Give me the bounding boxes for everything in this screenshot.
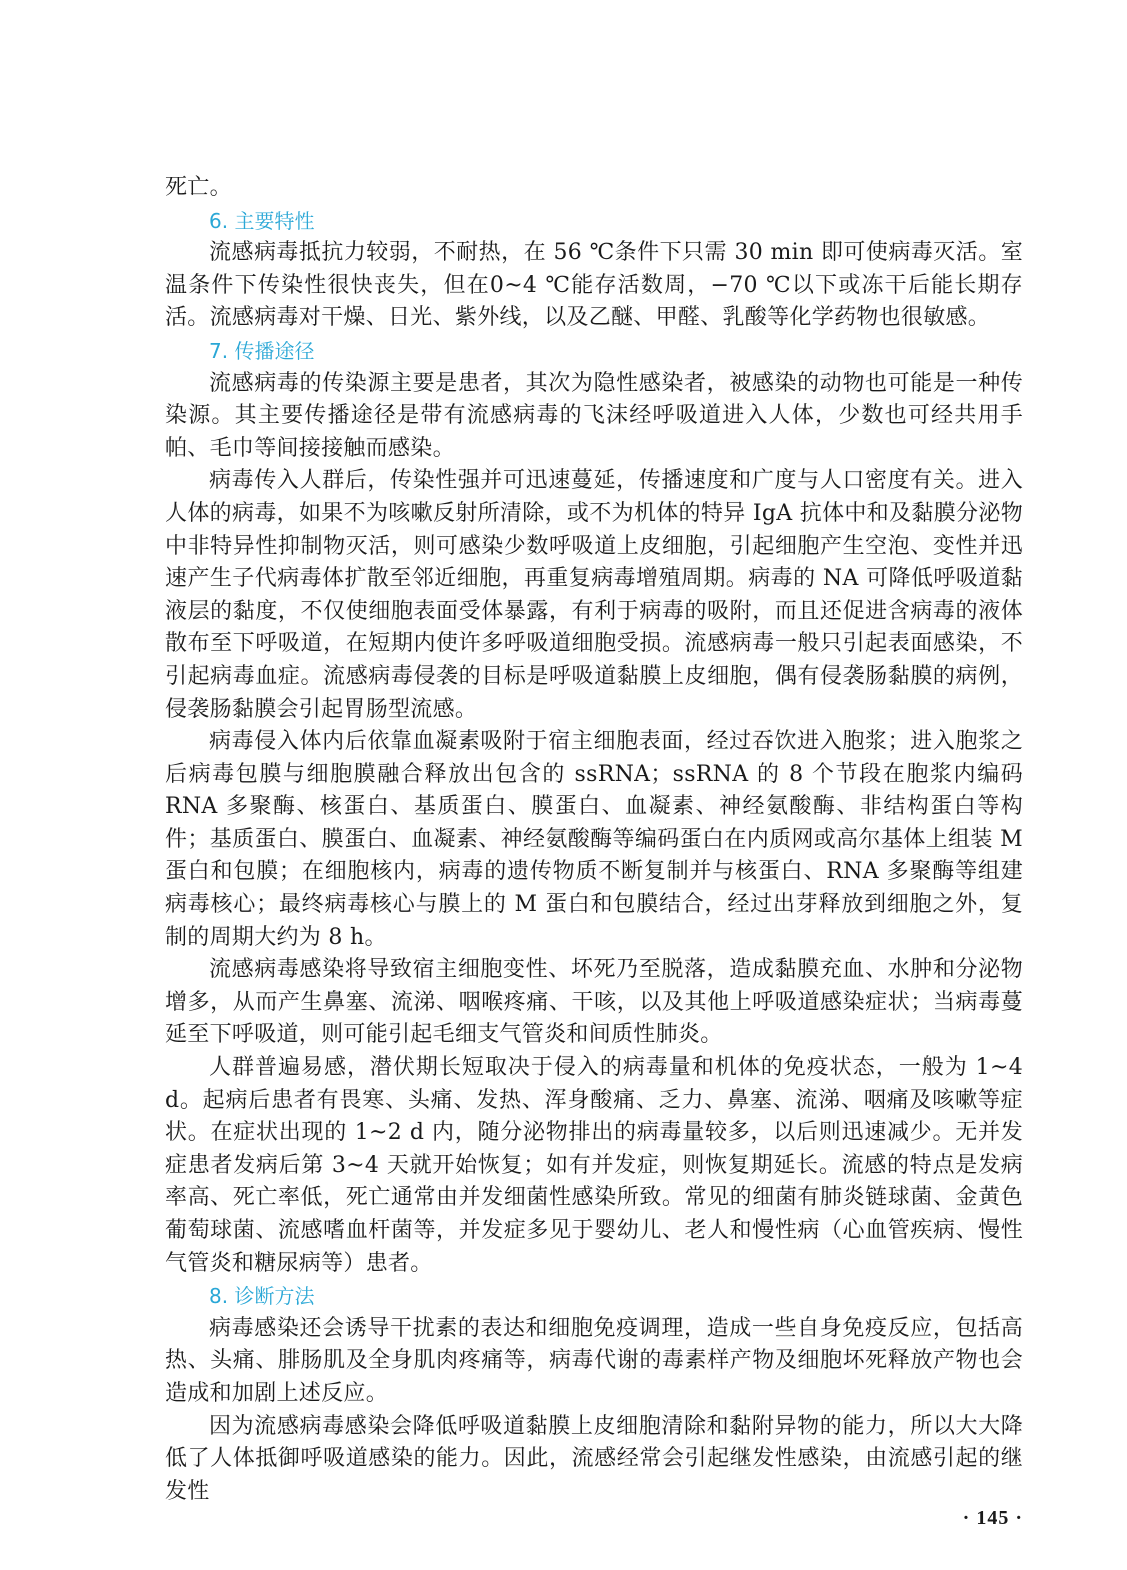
paragraph-resistance: 流感病毒抵抗力较弱，不耐热，在 56 ℃条件下只需 30 min 即可使病毒灭活。室温条件下传染性很快丧失，但在0~4 ℃能存活数周，−70 ℃以下或冻干后能长期存活。流感病毒对干燥、日光、紫外线，以及乙醚、甲醛、乳酸等化学药物也很敏感。 [165,240,1023,331]
paragraph-symptoms: 流感病毒感染将导致宿主细胞变性、坏死乃至脱落，造成黏膜充血、水肿和分泌物增多，从而产生鼻塞、流涕、咽喉疼痛、干咳，以及其他上呼吸道感染症状；当病毒蔓延至下呼吸道，则可能引起毛细支气管炎和间质性肺炎。 [165,957,1023,1048]
section-heading-diagnosis: 8. 诊断方法 [209,1284,315,1309]
section-heading-transmission: 7. 传播途径 [209,338,315,363]
paragraph-infection-source: 流感病毒的传染源主要是患者，其次为隐性感染者，被感染的动物也可能是一种传染源。其主要传播途径是带有流感病毒的飞沫经呼吸道进入人体，少数也可经共用手帕、毛巾等间接接触而感染。 [165,370,1023,461]
paragraph-secondary-infection: 因为流感病毒感染会降低呼吸道黏膜上皮细胞清除和黏附异物的能力，所以大大降低了人体抵御呼吸道感染的能力。因此，流感经常会引起继发性感染，由流感引起的继发性 [165,1413,1023,1504]
paragraph-replication: 病毒侵入体内后依靠血凝素吸附于宿主细胞表面，经过吞饮进入胞浆；进入胞浆之后病毒包膜与细胞膜融合释放出包含的 ssRNA；ssRNA 的 8 个节段在胞浆内编码 RNA 多聚酶、核蛋白、基质蛋白、膜蛋白、血凝素、神经氨酸酶、非结构蛋白等构件；基质蛋白、膜蛋白、血凝素、神经氨酸酶等编码蛋白在内质网或高尔基体上组装 M 蛋白和包膜；在细胞核内，病毒的遗传物质不断复制并与核蛋白、RNA 多聚酶等组建病毒核心；最终病毒核心与膜上的 M 蛋白和包膜结合，经过出芽释放到细胞之外，复制的周期大约为 8 h。 [165,729,1023,950]
paragraph-continuation: 死亡。 [165,175,232,200]
paragraph-susceptibility: 人群普遍易感，潜伏期长短取决于侵入的病毒量和机体的免疫状态，一般为 1~4 d。起病后患者有畏寒、头痛、发热、浑身酸痛、乏力、鼻塞、流涕、咽痛及咳嗽等症状。在症状出现的 1~2 d 内，随分泌物排出的病毒量较多，以后则迅速减少。无并发症患者发病后第 3~4 天就开始恢复；如有并发症，则恢复期延长。流感的特点是发病率高、死亡率低，死亡通常由并发细菌性感染所致。常见的细菌有肺炎链球菌、金黄色葡萄球菌、流感嗜血杆菌等，并发症多见于婴幼儿、老人和慢性病（心血管疾病、慢性气管炎和糖尿病等）患者。 [165,1055,1023,1276]
paragraph-immune-response: 病毒感染还会诱导干扰素的表达和细胞免疫调理，造成一些自身免疫反应，包括高热、头痛、腓肠肌及全身肌肉疼痛等，病毒代谢的毒素样产物及细胞坏死释放产物也会造成和加剧上述反应。 [165,1315,1023,1406]
page-body [165,172,1023,1508]
page-number: · 145 · [962,1507,1023,1529]
section-heading-main-properties: 6. 主要特性 [209,208,315,233]
paragraph-spread: 病毒传入人群后，传染性强并可迅速蔓延，传播速度和广度与人口密度有关。进入人体的病毒，如果不为咳嗽反射所清除，或不为机体的特异 IgA 抗体中和及黏膜分泌物中非特异性抑制物灭活，则可感染少数呼吸道上皮细胞，引起细胞产生空泡、变性并迅速产生子代病毒体扩散至邻近细胞，再重复病毒增殖周期。病毒的 NA 可降低呼吸道黏液层的黏度，不仅使细胞表面受体暴露，有利于病毒的吸附，而且还促进含病毒的液体散布至下呼吸道，在短期内使许多呼吸道细胞受损。流感病毒一般只引起表面感染，不引起病毒血症。流感病毒侵袭的目标是呼吸道黏膜上皮细胞，偶有侵袭肠黏膜的病例，侵袭肠黏膜会引起胃肠型流感。 [165,468,1023,722]
